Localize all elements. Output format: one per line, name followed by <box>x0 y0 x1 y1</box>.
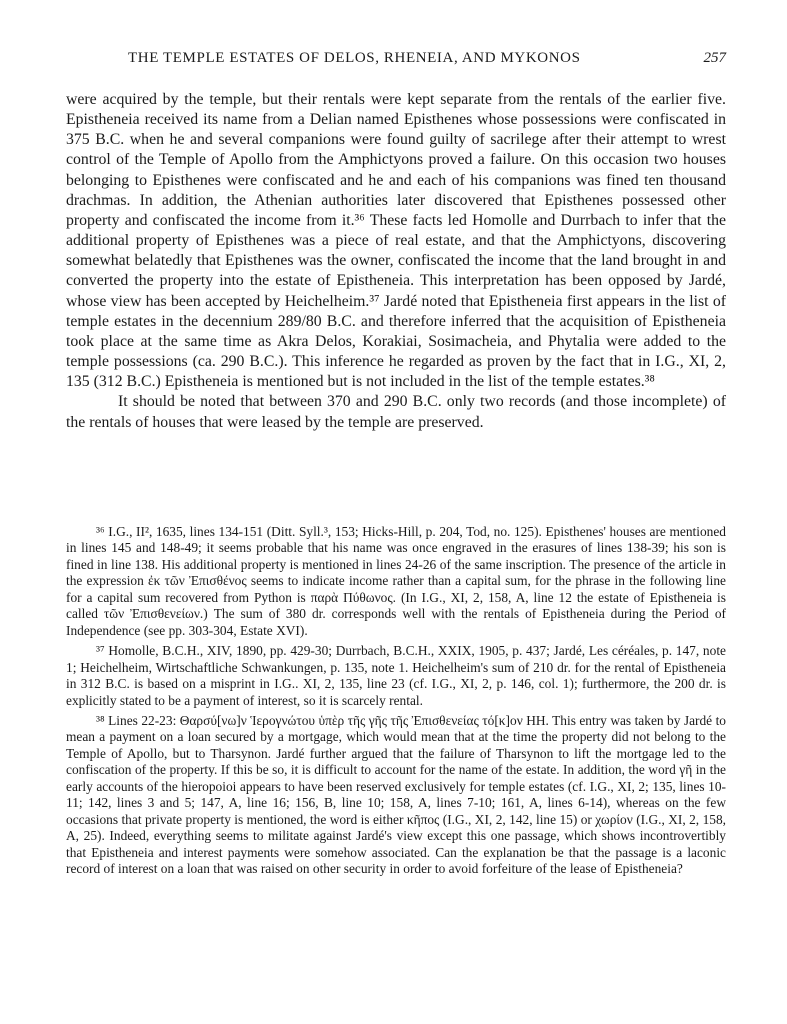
page-number: 257 <box>703 50 726 66</box>
main-text <box>66 90 726 433</box>
footnote-36: ³⁶ I.G., II², 1635, lines 134-151 (Ditt. Syll.³, 153; Hicks-Hill, p. 204, Tod, no. 125). Episthenes' houses are mentioned in lines 145 and 148-49; it seems probable that his name was once engraved in the erasures of lines 138-39; his son is fined in line 138. His additional property is mentioned in lines 24-26 of the same inscription. The presence of the article in the expression ἐκ τῶν Ἐπισθένος seems to indicate income rather than a capital sum, for the phrase in the following line for a capital sum recovered from Python is παρὰ Πύθωνος. (In I.G., XI, 2, 158, A, line 12 the estate of Epistheneia is called τῶν Ἐπισθενείων.) The sum of 380 dr. corresponds well with the rentals of Epistheneia during the Period of Independence (see pp. 303-304, Estate XVI). <box>66 524 726 638</box>
page-header <box>66 50 726 72</box>
footnote-38: ³⁸ Lines 22-23: Θαρσύ[νω]ν Ἱερογνώτου ὑπὲρ τῆς γῆς τῆς Ἐπισθενείας τό[κ]ον HH. This entry was taken by Jardé to mean a payment on a loan secured by a mortgage, which would mean that at the time the property did not belong to the Temple of Apollo, but to Tharsynon. Jardé further argued that the failure of Tharsynon to lift the mortgage led to the confiscation of the property. If this be so, it is difficult to account for the name of the estate. In addition, the word γῆ in the early accounts of the hieropoioi appears to have been reserved exclusively for temple estates (cf. I.G., XI, 2; 135, lines 10-11; 142, lines 3 and 5; 147, A, line 16; 156, B, line 10; 158, A, lines 7-10; 161, A, lines 6-14), whereas on the few occasions that private property is mentioned, the word is either κῆπος (I.G., XI, 2, 142, line 15) or χωρίον (I.G., XI, 2, 158, A, 25). Indeed, everything seems to militate against Jardé's view except this one passage, which shows incontrovertibly that Epistheneia and interest payments were somehow associated. Can the explanation be that the passage is a laconic record of interest on a loan that was raised on other security in order to avoid forfeiture of the lease of Epistheneia? <box>66 712 726 877</box>
body-paragraph: It should be noted that between 370 and 290 B.C. only two records (and those incomplete) of the rentals of houses that were leased by the temple are preserved. <box>66 393 726 431</box>
footnote-37: ³⁷ Homolle, B.C.H., XIV, 1890, pp. 429-30; Durrbach, B.C.H., XXIX, 1905, p. 437; Jardé, Les céréales, p. 147, note 1; Heichelheim, Wirtschaftliche Schwankungen, p. 135, note 1. Heichelheim's sum of 210 dr. for the rental of Epistheneia in 312 B.C. is based on a misprint in I.G.. XI, 2, 135, line 23 (cf. I.G., XI, 2, p. 146, col. 1); furthermore, the 200 dr. is explicitly stated to be a payment of interest, so it is scarcely rental. <box>66 643 726 708</box>
footnotes <box>66 524 726 882</box>
body-paragraph: were acquired by the temple, but their rentals were kept separate from the rentals of the earlier five. Epistheneia received its name from a Delian named Episthenes whose possessions were confiscated in 375 B.C. when he and several companions were found guilty of sacrilege after their attempt to wrest control of the Temple of Apollo from the Amphictyons proved a failure. On this occasion two houses belonging to Episthenes were confiscated and he and each of his companions was fined ten thousand drachmas. In addition, the Athenian authorities later discovered that Episthenes possessed other property and confiscated the income from it.³⁶ These facts led Homolle and Durrbach to infer that the additional property of Episthenes was a piece of real estate, and that the Amphictyons, discovering somewhat belatedly that Episthenes was the owner, confiscated the income that the land brought in and converted the property into the estate of Epistheneia. This interpretation has been opposed by Jardé, whose view has been accepted by Heichelheim.³⁷ Jardé noted that Epistheneia first appears in the list of temple estates in the decennium 289/80 B.C. and therefore inferred that the acquisition of Epistheneia took place at the same time as Akra Delos, Korakiai, Sosimacheia, and Phytalia were added to the temple possessions (ca. 290 B.C.). This inference he regarded as proven by the fact that in I.G., XI, 2, 135 (312 B.C.) Epistheneia is mentioned but is not included in the list of the temple estates.³⁸ <box>66 91 726 391</box>
running-title: THE TEMPLE ESTATES OF DELOS, RHENEIA, AND MYKONOS <box>128 50 581 66</box>
